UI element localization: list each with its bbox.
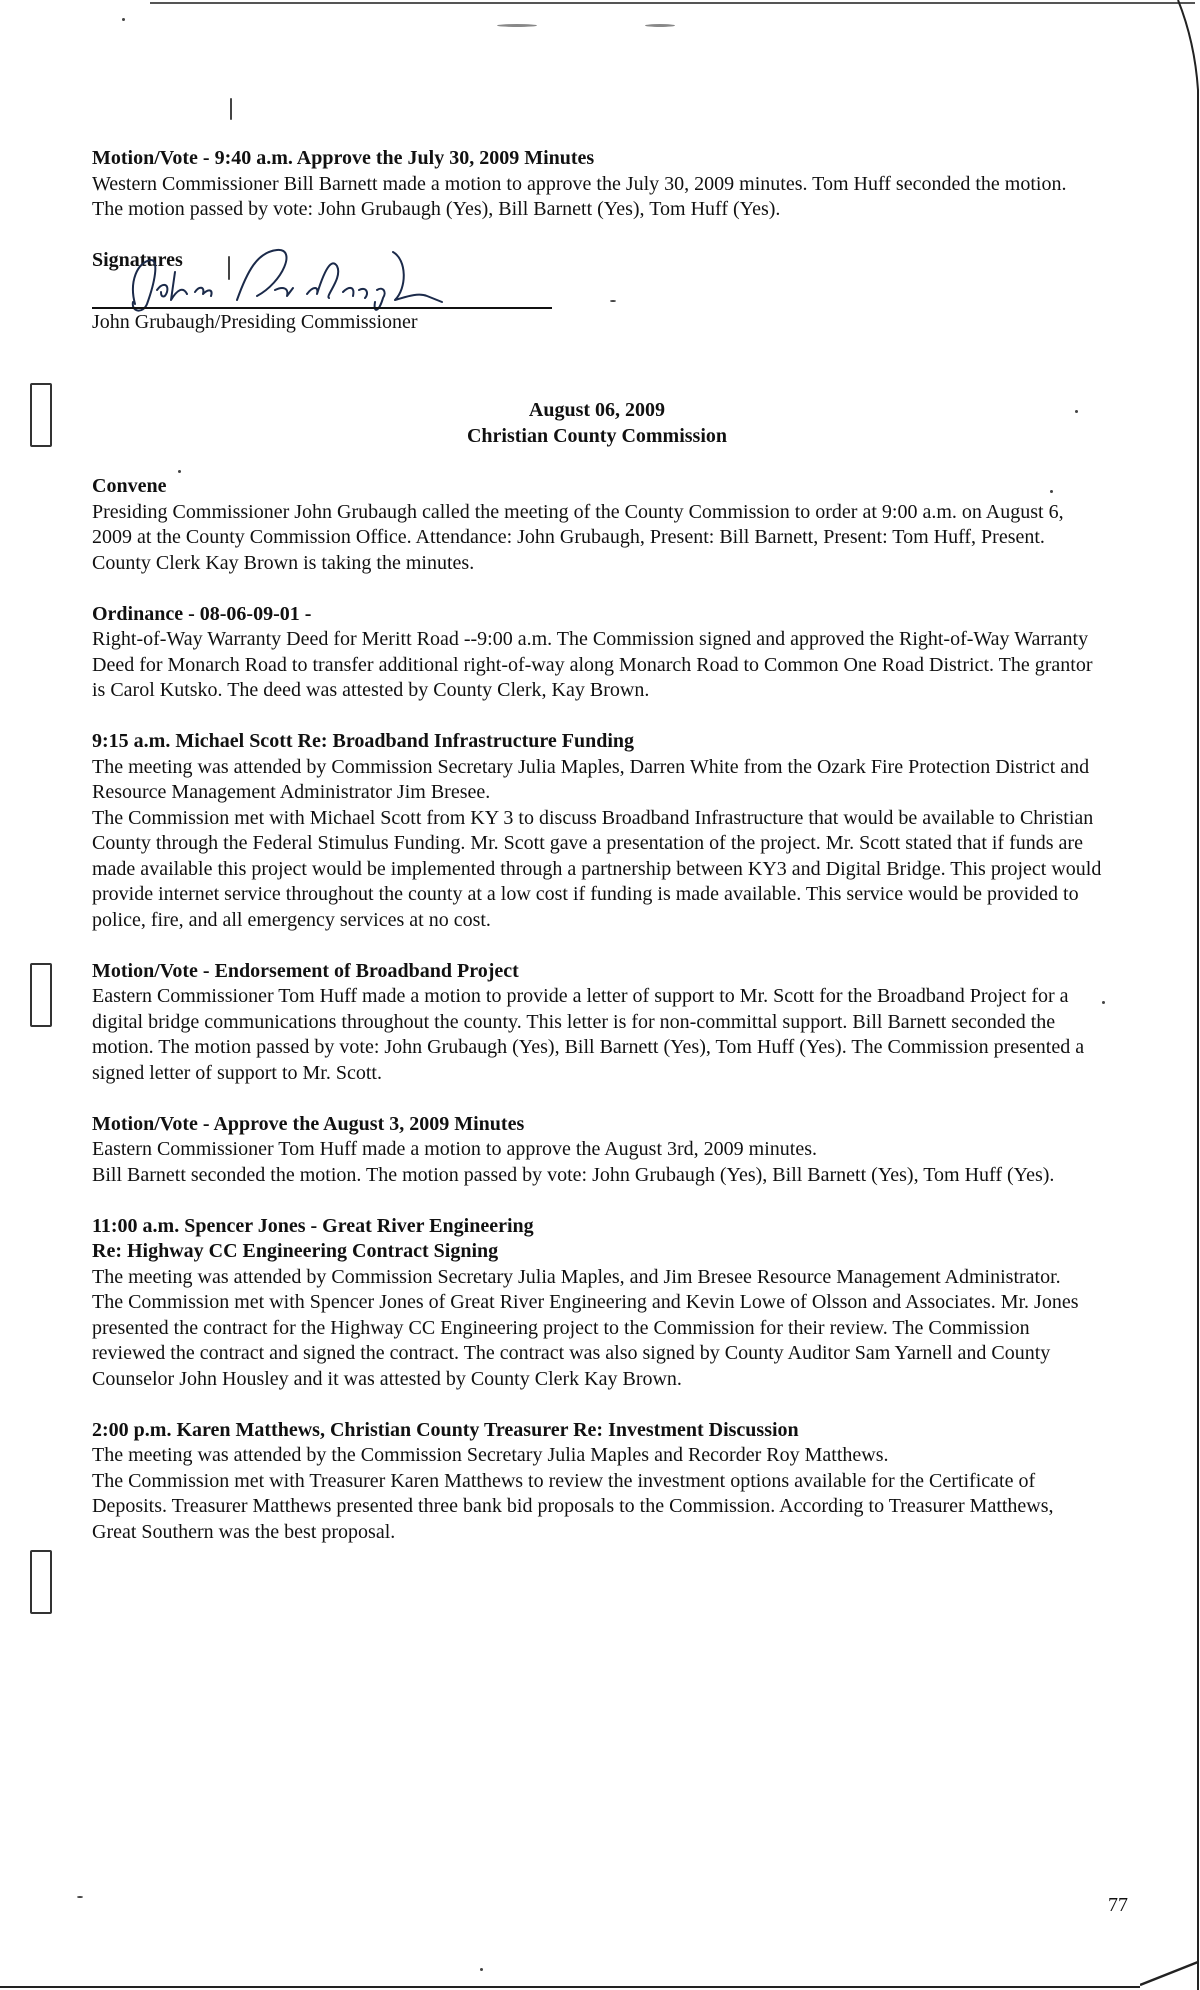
section-heading: Convene [92, 475, 167, 497]
scan-speck [1102, 1001, 1105, 1004]
scan-speck [645, 24, 675, 27]
section-text: The Commission met with Spencer Jones of Great River Engineering and Kevin Lowe of Olsson and Associates. Mr. Jones presented the contract for the Highway CC Engineering project to the Commission for their review. The Commission reviewed the contract and signed the contract. The contract was also signed by County Auditor Sam Yarnell and County Counselor John Housley and it was attested by County Clerk Kay Brown. [92, 1291, 1079, 1390]
section-ordinance [92, 602, 1102, 704]
meeting-date: August 06, 2009 [528, 399, 666, 421]
section-text-line2: Bill Barnett seconded the motion. The motion passed by vote: John Grubaugh (Yes), Bill Barnett (Yes), Tom Huff (Yes). [92, 1163, 1055, 1186]
section-text: Presiding Commissioner John Grubaugh called the meeting of the County Commission to order at 9:00 a.m. on August 6, 2009 at the County Commission Office. Attendance: John Grubaugh, Present: Bill Barnett, Present: Tom Huff, Present. County Clerk Kay Brown is taking the minutes. [92, 500, 1064, 574]
section-heading: 9:15 a.m. Michael Scott Re: Broadband Infrastructure Funding [92, 730, 635, 752]
section-minutes-jul30 [92, 146, 1102, 223]
signature-block [92, 248, 1102, 333]
section-text: Western Commissioner Bill Barnett made a motion to approve the July 30, 2009 minutes. Tom Huff seconded the motion. The motion passed by vote: John Grubaugh (Yes), Bill Barnett (Yes), Tom Huff (Yes). [92, 172, 1067, 220]
scan-speck [497, 24, 537, 27]
signatures-label: Signatures [92, 249, 183, 271]
section-heading: 2:00 p.m. Karen Matthews, Christian County Treasurer Re: Investment Discussion [92, 1418, 799, 1441]
section-endorsement [92, 959, 1102, 1087]
signature-name-line: John Grubaugh/Presiding Commissioner [92, 311, 418, 333]
section-attendance: The meeting was attended by Commission Secretary Julia Maples, Darren White from the Ozark Fire Protection District and Resource Management Administrator Jim Bresee. [92, 755, 1090, 803]
section-heading: Motion/Vote - Approve the August 3, 2009 Minutes [92, 1112, 525, 1135]
section-text: Right-of-Way Warranty Deed for Meritt Road --9:00 a.m. The Commission signed and approved the Right-of-Way Warranty Deed for Monarch Road to transfer additional right-of-way along Monarch Road to Common One Road District. The grantor is Carol Kutsko. The deed was attested by County Clerk, Kay Brown. [92, 628, 1093, 701]
section-attendance: The meeting was attended by the Commission Secretary Julia Maples and Recorder Roy Matthews. [92, 1444, 889, 1466]
section-heading: Motion/Vote - Endorsement of Broadband Project [92, 959, 519, 982]
section-heading: Motion/Vote - 9:40 a.m. Approve the July 30, 2009 Minutes [92, 147, 595, 169]
scan-speck [480, 1968, 483, 1971]
section-attendance: The meeting was attended by Commission Secretary Julia Maples, and Jim Bresee Resource Management Administrator. [92, 1265, 1061, 1288]
section-investment [92, 1418, 1102, 1546]
section-text-line1: Eastern Commissioner Tom Huff made a motion to approve the August 3rd, 2009 minutes. [92, 1138, 817, 1160]
section-heading: 11:00 a.m. Spencer Jones - Great River Engineering [92, 1214, 534, 1237]
binder-hole-mark [30, 383, 52, 447]
binder-hole-mark [30, 1550, 52, 1614]
section-text: Eastern Commissioner Tom Huff made a motion to provide a letter of support to Mr. Scott for the Broadband Project for a digital bridge communications throughout the county. This letter is for non-committal support. Bill Barnett seconded the motion. The motion passed by vote: John Grubaugh (Yes), Bill Barnett (Yes), Tom Huff (Yes). The Commission presented a signed letter of support to Mr. Scott. [92, 985, 1085, 1084]
page-edge-curl [1140, 0, 1200, 1990]
scan-speck [122, 18, 125, 21]
meeting-body-name: Christian County Commission [466, 424, 728, 447]
section-heading: Ordinance - 08-06-09-01 - [92, 602, 312, 625]
scan-speck [230, 98, 232, 120]
scan-bottom-border [0, 1986, 1140, 1988]
section-convene [92, 474, 1102, 576]
section-text: The Commission met with Michael Scott from KY 3 to discuss Broadband Infrastructure that would be available to Christian County through the Federal Stimulus Funding. Mr. Scott gave a presentation of the project. Mr. Scott stated that if funds are made available this project would be implemented through a partnership between KY3 and Digital Bridge. This project would provide internet service throughout the county at a low cost if funding is made available. This service would be provided to police, fire, and all emergency services at no cost. [92, 806, 1102, 931]
section-text: The Commission met with Treasurer Karen Matthews to review the investment options available for the Certificate of Deposits. Treasurer Matthews presented three bank bid proposals to the Commission. According to Treasurer Matthews, Great Southern was the best proposal. [92, 1469, 1054, 1543]
scan-speck [77, 1896, 83, 1898]
signature-line [92, 307, 552, 309]
section-broadband [92, 729, 1102, 933]
section-minutes-aug3 [92, 1112, 1102, 1189]
scan-top-border [150, 2, 1195, 4]
section-engineering [92, 1214, 1102, 1393]
document-body [92, 146, 1102, 1571]
binder-hole-mark [30, 963, 52, 1027]
meeting-header [92, 398, 1102, 449]
page-number: 77 [1108, 1894, 1128, 1916]
section-subheading: Re: Highway CC Engineering Contract Signing [92, 1240, 499, 1262]
